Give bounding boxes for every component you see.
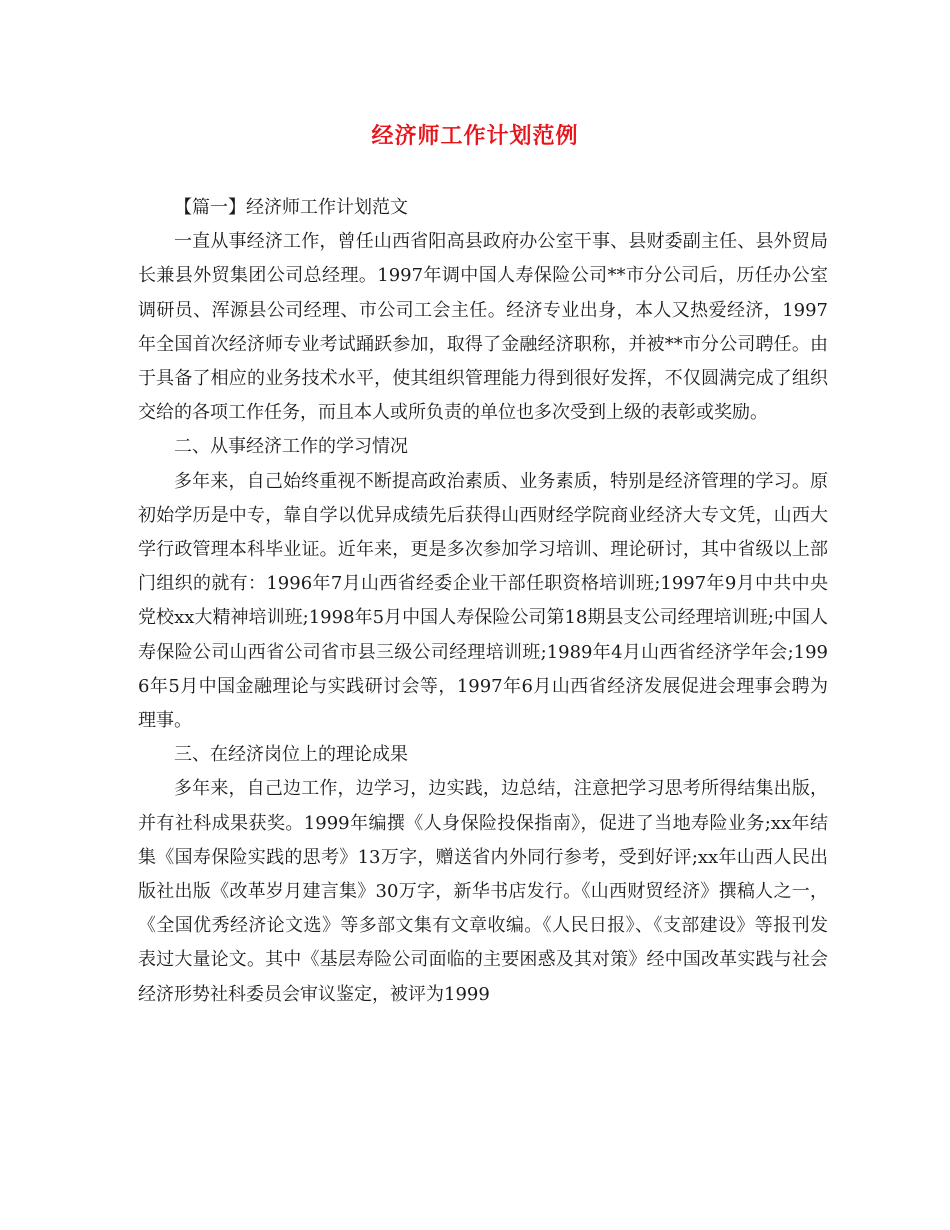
paragraph-background: 一直从事经济工作，曾任山西省阳高县政府办公室干事、县财委副主任、县外贸局长兼县外贸集团公司总经理。1997年调中国人寿保险公司**市分公司后，历任办公室调研员、浑源县公司经理、市公司工会主任。经济专业出身，本人又热爱经济，1997年全国首次经济师专业考试踊跃参加，取得了金融经济职称，并被**市分公司聘任。由于具备了相应的业务技术水平，使其组织管理能力得到很好发挥，不仅圆满完成了组织交给的各项工作任务，而且本人或所负责的单位也多次受到上级的表彰或奖励。 (138, 231, 828, 424)
section-heading-3: 三、在经济岗位上的理论成果 (174, 744, 408, 766)
paragraph-achievements: 多年来，自己边工作，边学习，边实践，边总结，注意把学习思考所得结集出版，并有社科成果获奖。1999年编撰《人身保险投保指南》，促进了当地寿险业务;xx年结集《国寿保险实践的思考》13万字，赠送省内外同行参考，受到好评;xx年山西人民出版社出版《改革岁月建言集》30万字，新华书店发行。《山西财贸经济》撰稿人之一，《全国优秀经济论文选》等多部文集有文章收编。《人民日报》、《支部建设》等报刊发表过大量论文。其中《基层寿险公司面临的主要困惑及其对策》经中国改革实践与社会经济形势社科委员会审议鉴定，被评为1999 (138, 778, 828, 1005)
document-title: 经济师工作计划范例 (371, 123, 579, 149)
section-heading-2: 二、从事经济工作的学习情况 (174, 436, 408, 458)
paragraph-study: 多年来，自己始终重视不断提高政治素质、业务素质，特别是经济管理的学习。原初始学历是中专，靠自学以优异成绩先后获得山西财经学院商业经济大专文凭，山西大学行政管理本科毕业证。近年来，更是多次参加学习培训、理论研讨，其中省级以上部门组织的就有：1996年7月山西省经委企业干部任职资格培训班;1997年9月中共中央党校xx大精神培训班;1998年5月中国人寿保险公司第18期县支公司经理培训班;中国人寿保险公司山西省公司省市县三级公司经理培训班;1989年4月山西省经济学年会;1996年5月中国金融理论与实践研讨会等，1997年6月山西省经济发展促进会理事会聘为理事。 (138, 470, 828, 732)
document-body (138, 191, 828, 1012)
section-heading-1: 【篇一】经济师工作计划范文 (174, 197, 408, 218)
